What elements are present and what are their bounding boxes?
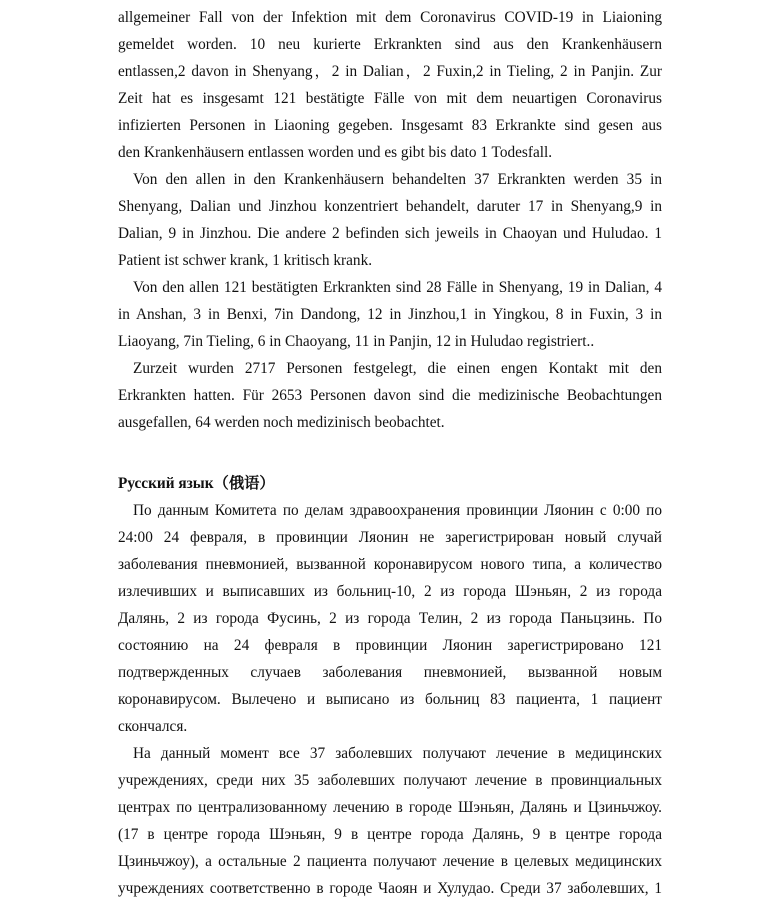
text-line: Цзиньчжоу), а остальные 2 пациента получают лечение в целевых медицинских xyxy=(118,853,662,870)
german-paragraph-1 xyxy=(118,4,662,166)
text-line: 24:00 24 февраля, в провинции Ляонин не зарегистрирован новый случай xyxy=(118,529,662,546)
russian-section xyxy=(118,470,662,902)
text-line: Patient ist schwer krank, 1 kritisch krank. xyxy=(118,252,373,269)
text-line: По данным Комитета по делам здравоохранения провинции Ляонин с 0:00 по xyxy=(133,502,662,519)
russian-paragraph-2 xyxy=(118,740,662,902)
text-line: состоянию на 24 февраля в провинции Ляонин зарегистрировано 121 xyxy=(118,637,662,654)
text-line: излечивших и выписавших из больниц-10, 2 из города Шэньян, 2 из города xyxy=(118,583,662,600)
text-line: заболевания пневмонией, вызванной коронавирусом нового типа, а количество xyxy=(118,556,662,573)
text-line: Erkrankten hatten. Für 2653 Personen davon sind die medizinische Beobachtungen xyxy=(118,387,662,404)
text-line: Von den allen in den Krankenhäusern behandelten 37 Erkrankten werden 35 in xyxy=(133,171,662,188)
text-line: Zurzeit wurden 2717 Personen festgelegt, die einen engen Kontakt mit den xyxy=(133,360,662,377)
text-line: Zeit hat es insgesamt 121 bestätigte Fälle von mit dem neuartigen Coronavirus xyxy=(118,90,662,107)
text-line: На данный момент все 37 заболевших получают лечение в медицинских xyxy=(133,745,662,762)
german-paragraph-2 xyxy=(118,166,662,274)
russian-paragraph-1 xyxy=(118,497,662,740)
german-paragraph-3 xyxy=(118,274,662,355)
text-line: Dalian, 9 in Jinzhou. Die andere 2 befinden sich jeweils in Chaoyan und Huludao. 1 xyxy=(118,225,662,242)
text-line: Shenyang, Dalian und Jinzhou konzentriert behandelt, daruter 17 in Shenyang,9 in xyxy=(118,198,662,215)
text-line: entlassen,2 davon in Shenyang，2 in Dalian，2 Fuxin,2 in Tieling, 2 in Panjin. Zur xyxy=(118,63,662,80)
text-line: учреждениях соответственно в городе Чаоян и Хулудао. Среди 37 заболевших, 1 xyxy=(118,880,662,897)
section-heading: Русский язык（俄语） xyxy=(118,475,275,492)
text-line: Von den allen 121 bestätigten Erkrankten sind 28 Fälle in Shenyang, 19 in Dalian, 4 xyxy=(133,279,662,296)
text-line: подтвержденных случаев заболевания пневмонией, вызванной новым xyxy=(118,664,662,681)
german-section xyxy=(118,4,662,436)
text-line: Далянь, 2 из города Фусинь, 2 из города Телин, 2 из города Паньцзинь. По xyxy=(118,610,662,627)
text-line: in Anshan, 3 in Benxi, 7in Dandong, 12 in Jinzhou,1 in Yingkou, 8 in Fuxin, 3 in xyxy=(118,306,662,323)
text-line: учреждениях, среди них 35 заболевших получают лечение в провинциальных xyxy=(118,772,662,789)
text-line: центрах по централизованному лечению в городе Шэньян, Далянь и Цзиньчжоу. xyxy=(118,799,662,816)
text-line: коронавирусом. Вылечено и выписано из больниц 83 пациента, 1 пациент xyxy=(118,691,662,708)
text-line: ausgefallen, 64 werden noch medizinisch beobachtet. xyxy=(118,414,445,431)
text-line: gemeldet worden. 10 neu kurierte Erkrankten sind aus den Krankenhäusern xyxy=(118,36,662,53)
text-line: (17 в центре города Шэньян, 9 в центре города Далянь, 9 в центре города xyxy=(118,826,662,843)
text-line: den Krankenhäusern entlassen worden und es gibt bis dato 1 Todesfall. xyxy=(118,144,553,161)
text-line: Liaoyang, 7in Tieling, 6 in Chaoyang, 11 in Panjin, 12 in Huludao registriert.. xyxy=(118,333,595,350)
german-paragraph-4 xyxy=(118,355,662,436)
text-line: infizierten Personen in Liaoning gegeben. Insgesamt 83 Erkrankte sind gesen aus xyxy=(118,117,662,134)
text-line: скончался. xyxy=(118,718,188,735)
text-line: allgemeiner Fall von der Infektion mit dem Coronavirus COVID-19 in Liaioning xyxy=(118,9,662,26)
